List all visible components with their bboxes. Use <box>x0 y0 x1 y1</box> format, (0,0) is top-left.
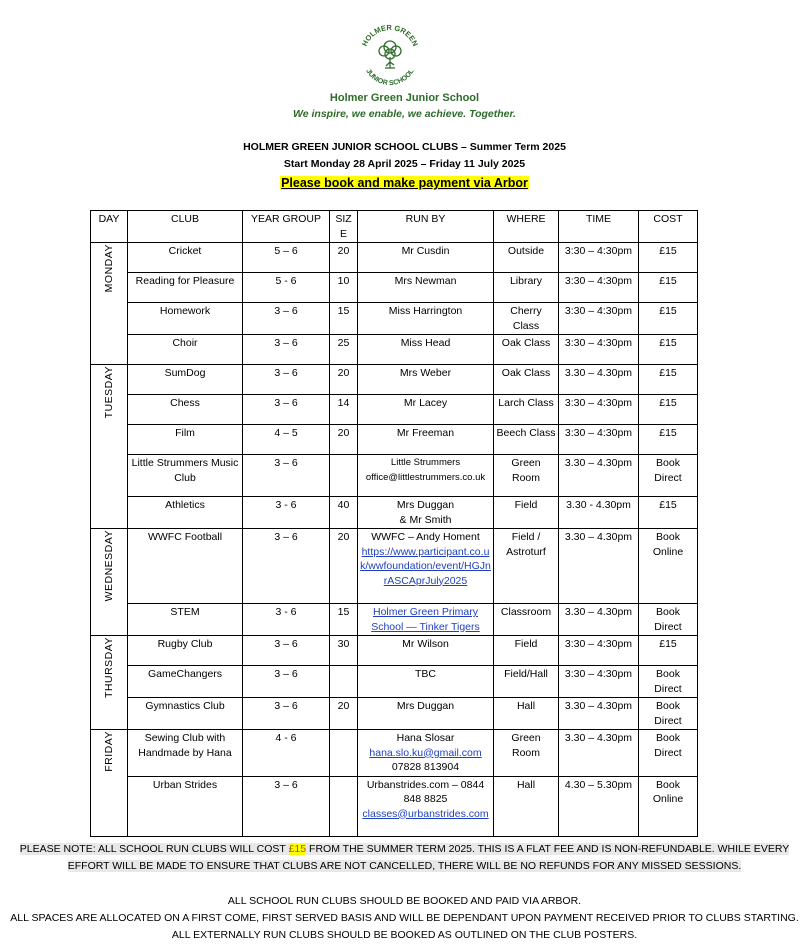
table-row <box>91 698 698 730</box>
note-line: ALL SCHOOL RUN CLUBS SHOULD BE BOOKED AND PAID VIA ARBOR. <box>227 895 582 907</box>
club-size: 25 <box>330 335 358 365</box>
table-row <box>91 243 698 273</box>
time: 3.30 – 4.30pm <box>559 698 639 730</box>
club-name: Homework <box>128 303 243 335</box>
location: Cherry Class <box>494 303 559 335</box>
location: Field / Astroturf <box>494 529 559 604</box>
club-name: Film <box>128 425 243 455</box>
time: 3:30 – 4:30pm <box>559 395 639 425</box>
time: 3.30 – 4.30pm <box>559 529 639 604</box>
day-monday: MONDAY <box>91 243 128 365</box>
time: 3:30 – 4:30pm <box>559 425 639 455</box>
year-group: 4 - 6 <box>243 730 330 777</box>
header-year-group: YEAR GROUP <box>243 211 330 243</box>
club-name: Choir <box>128 335 243 365</box>
email-link[interactable]: hana.slo.ku@gmail.com <box>369 746 482 759</box>
club-size: 20 <box>330 698 358 730</box>
year-group: 3 – 6 <box>243 335 330 365</box>
table-row <box>91 455 698 497</box>
time: 3.30 – 4.30pm <box>559 365 639 395</box>
contact-email: office@littlestrummers.co.uk <box>365 471 486 483</box>
table-row <box>91 636 698 666</box>
club-name: Cricket <box>128 243 243 273</box>
table-row <box>91 273 698 303</box>
page-title: HOLMER GREEN JUNIOR SCHOOL CLUBS – Summer Term 2025 <box>243 141 566 153</box>
header-day: DAY <box>91 211 128 243</box>
booking-instructions <box>0 893 809 944</box>
table-row <box>91 497 698 529</box>
booking-link[interactable]: https://www.participant.co.uk/wwfoundation/event/HGJnrASCAprJuly2025 <box>360 545 491 587</box>
year-group: 3 – 6 <box>243 395 330 425</box>
club-name: WWFC Football <box>128 529 243 604</box>
header-run-by: RUN BY <box>358 211 494 243</box>
cost: Book Direct <box>639 604 698 636</box>
svg-text:JUNIOR SCHOOL: JUNIOR SCHOOL <box>364 67 416 88</box>
year-group: 3 – 6 <box>243 636 330 666</box>
club-size: 20 <box>330 425 358 455</box>
term-dates: Start Monday 28 April 2025 – Friday 11 July 2025 <box>283 158 526 170</box>
price-highlight: £15 <box>288 843 307 855</box>
cost: Book Online <box>639 776 698 836</box>
cost: £15 <box>639 636 698 666</box>
time: 3:30 – 4:30pm <box>559 666 639 698</box>
table-header-row <box>91 211 698 243</box>
time: 3.30 - 4.30pm <box>559 497 639 529</box>
cost: £15 <box>639 273 698 303</box>
run-by: Mrs Weber <box>358 365 494 395</box>
cost: £15 <box>639 243 698 273</box>
club-size <box>330 666 358 698</box>
run-by: Mrs Duggan <box>358 698 494 730</box>
club-size: 20 <box>330 365 358 395</box>
run-by: WWFC – Andy Homent https://www.participant.co.uk/wwfoundation/event/HGJnrASCAprJuly2025 <box>358 529 494 604</box>
year-group: 5 – 6 <box>243 243 330 273</box>
table-row <box>91 425 698 455</box>
run-by: Mr Lacey <box>358 395 494 425</box>
cost: Book Direct <box>639 730 698 777</box>
club-name: Athletics <box>128 497 243 529</box>
day-thursday: THURSDAY <box>91 636 128 730</box>
location: Hall <box>494 776 559 836</box>
club-name: Chess <box>128 395 243 425</box>
time: 3:30 – 4:30pm <box>559 335 639 365</box>
location: Library <box>494 273 559 303</box>
year-group: 3 - 6 <box>243 604 330 636</box>
header-time: TIME <box>559 211 639 243</box>
club-size: 20 <box>330 243 358 273</box>
location: Green Room <box>494 730 559 777</box>
year-group: 3 – 6 <box>243 455 330 497</box>
location: Green Room <box>494 455 559 497</box>
location: Field/Hall <box>494 666 559 698</box>
table-row <box>91 666 698 698</box>
table-row <box>91 395 698 425</box>
run-by: Urbanstrides.com – 0844 848 8825 classes@urbanstrides.com <box>358 776 494 836</box>
header-cost: COST <box>639 211 698 243</box>
email-link[interactable]: classes@urbanstrides.com <box>362 807 489 820</box>
header-size: SIZE <box>330 211 358 243</box>
run-by: Little Strummers office@littlestrummers.co.uk <box>358 455 494 497</box>
year-group: 3 – 6 <box>243 776 330 836</box>
table-row <box>91 365 698 395</box>
location: Larch Class <box>494 395 559 425</box>
note-line: ALL EXTERNALLY RUN CLUBS SHOULD BE BOOKED AS OUTLINED ON THE CLUB POSTERS. <box>171 929 638 941</box>
club-size: 30 <box>330 636 358 666</box>
cost: Book Direct <box>639 698 698 730</box>
cost: £15 <box>639 395 698 425</box>
club-size: 15 <box>330 303 358 335</box>
time: 3:30 – 4:30pm <box>559 243 639 273</box>
club-size <box>330 730 358 777</box>
club-name: Reading for Pleasure <box>128 273 243 303</box>
day-friday: FRIDAY <box>91 730 128 837</box>
location: Beech Class <box>494 425 559 455</box>
booking-note: Please book and make payment via Arbor <box>281 176 528 190</box>
run-by: Mrs Newman <box>358 273 494 303</box>
table-row <box>91 604 698 636</box>
run-by: Mrs Duggan & Mr Smith <box>358 497 494 529</box>
year-group: 3 – 6 <box>243 303 330 335</box>
school-name: Holmer Green Junior School <box>329 92 480 104</box>
year-group: 3 - 6 <box>243 497 330 529</box>
time: 3.30 – 4.30pm <box>559 730 639 777</box>
run-by: Miss Harrington <box>358 303 494 335</box>
time: 3.30 – 4.30pm <box>559 604 639 636</box>
location: Outside <box>494 243 559 273</box>
run-by <box>358 604 494 636</box>
cost: £15 <box>639 365 698 395</box>
clubs-table <box>90 210 698 837</box>
run-by: Mr Cusdin <box>358 243 494 273</box>
cost: Book Online <box>639 529 698 604</box>
year-group: 4 – 5 <box>243 425 330 455</box>
day-wednesday: WEDNESDAY <box>91 529 128 636</box>
club-name: Rugby Club <box>128 636 243 666</box>
location: Hall <box>494 698 559 730</box>
location: Classroom <box>494 604 559 636</box>
club-name: SumDog <box>128 365 243 395</box>
club-name: STEM <box>128 604 243 636</box>
club-name: GameChangers <box>128 666 243 698</box>
club-size <box>330 776 358 836</box>
cost: £15 <box>639 497 698 529</box>
time: 3.30 – 4.30pm <box>559 455 639 497</box>
run-by: Hana Slosar hana.slo.ku@gmail.com 07828 813904 <box>358 730 494 777</box>
tinker-tigers-link[interactable]: Holmer Green Primary School — Tinker Tigers <box>371 606 480 633</box>
cost: Book Direct <box>639 455 698 497</box>
table-row <box>91 730 698 777</box>
year-group: 5 - 6 <box>243 273 330 303</box>
cost: Book Direct <box>639 666 698 698</box>
time: 3:30 – 4:30pm <box>559 636 639 666</box>
time: 3:30 – 4:30pm <box>559 273 639 303</box>
tree-icon <box>379 41 401 68</box>
location: Field <box>494 497 559 529</box>
refund-policy-note: PLEASE NOTE: ALL SCHOOL RUN CLUBS WILL COST £15 FROM THE SUMMER TERM 2025. THIS IS A FLAT FEE AND IS NON-REFUNDABLE. WHILE EVERY EFFORT WILL BE MADE TO ENSURE THAT CLUBS ARE NOT CANCELLED, THERE WILL BE NO REFUNDS FOR ANY MISSED SESSIONS. <box>19 843 790 872</box>
school-motto: We inspire, we enable, we achieve. Together. <box>293 108 516 120</box>
time: 4.30 – 5.30pm <box>559 776 639 836</box>
table-row <box>91 335 698 365</box>
club-size: 20 <box>330 529 358 604</box>
club-size: 14 <box>330 395 358 425</box>
club-name: Sewing Club with Handmade by Hana <box>128 730 243 777</box>
club-size: 10 <box>330 273 358 303</box>
year-group: 3 – 6 <box>243 666 330 698</box>
year-group: 3 – 6 <box>243 698 330 730</box>
cost: £15 <box>639 425 698 455</box>
club-size <box>330 455 358 497</box>
phone-number: 07828 813904 <box>391 761 460 773</box>
location: Field <box>494 636 559 666</box>
header-club: CLUB <box>128 211 243 243</box>
club-size: 15 <box>330 604 358 636</box>
school-logo <box>355 20 425 90</box>
svg-text:HOLMER GREEN: HOLMER GREEN <box>359 22 421 48</box>
day-tuesday: TUESDAY <box>91 365 128 529</box>
note-line: ALL SPACES ARE ALLOCATED ON A FIRST COME, FIRST SERVED BASIS AND WILL BE DEPENDANT UPON PAYMENT RECEIVED PRIOR TO CLUBS STARTING. <box>10 912 799 924</box>
location: Oak Class <box>494 365 559 395</box>
run-by: Miss Head <box>358 335 494 365</box>
club-name: Gymnastics Club <box>128 698 243 730</box>
time: 3:30 – 4:30pm <box>559 303 639 335</box>
year-group: 3 – 6 <box>243 529 330 604</box>
run-by: TBC <box>358 666 494 698</box>
run-by: Mr Freeman <box>358 425 494 455</box>
cost: £15 <box>639 303 698 335</box>
location: Oak Class <box>494 335 559 365</box>
table-row <box>91 529 698 604</box>
club-size: 40 <box>330 497 358 529</box>
table-row <box>91 776 698 836</box>
run-by: Mr Wilson <box>358 636 494 666</box>
table-row <box>91 303 698 335</box>
club-name: Urban Strides <box>128 776 243 836</box>
year-group: 3 – 6 <box>243 365 330 395</box>
header-where: WHERE <box>494 211 559 243</box>
cost: £15 <box>639 335 698 365</box>
club-name: Little Strummers Music Club <box>128 455 243 497</box>
